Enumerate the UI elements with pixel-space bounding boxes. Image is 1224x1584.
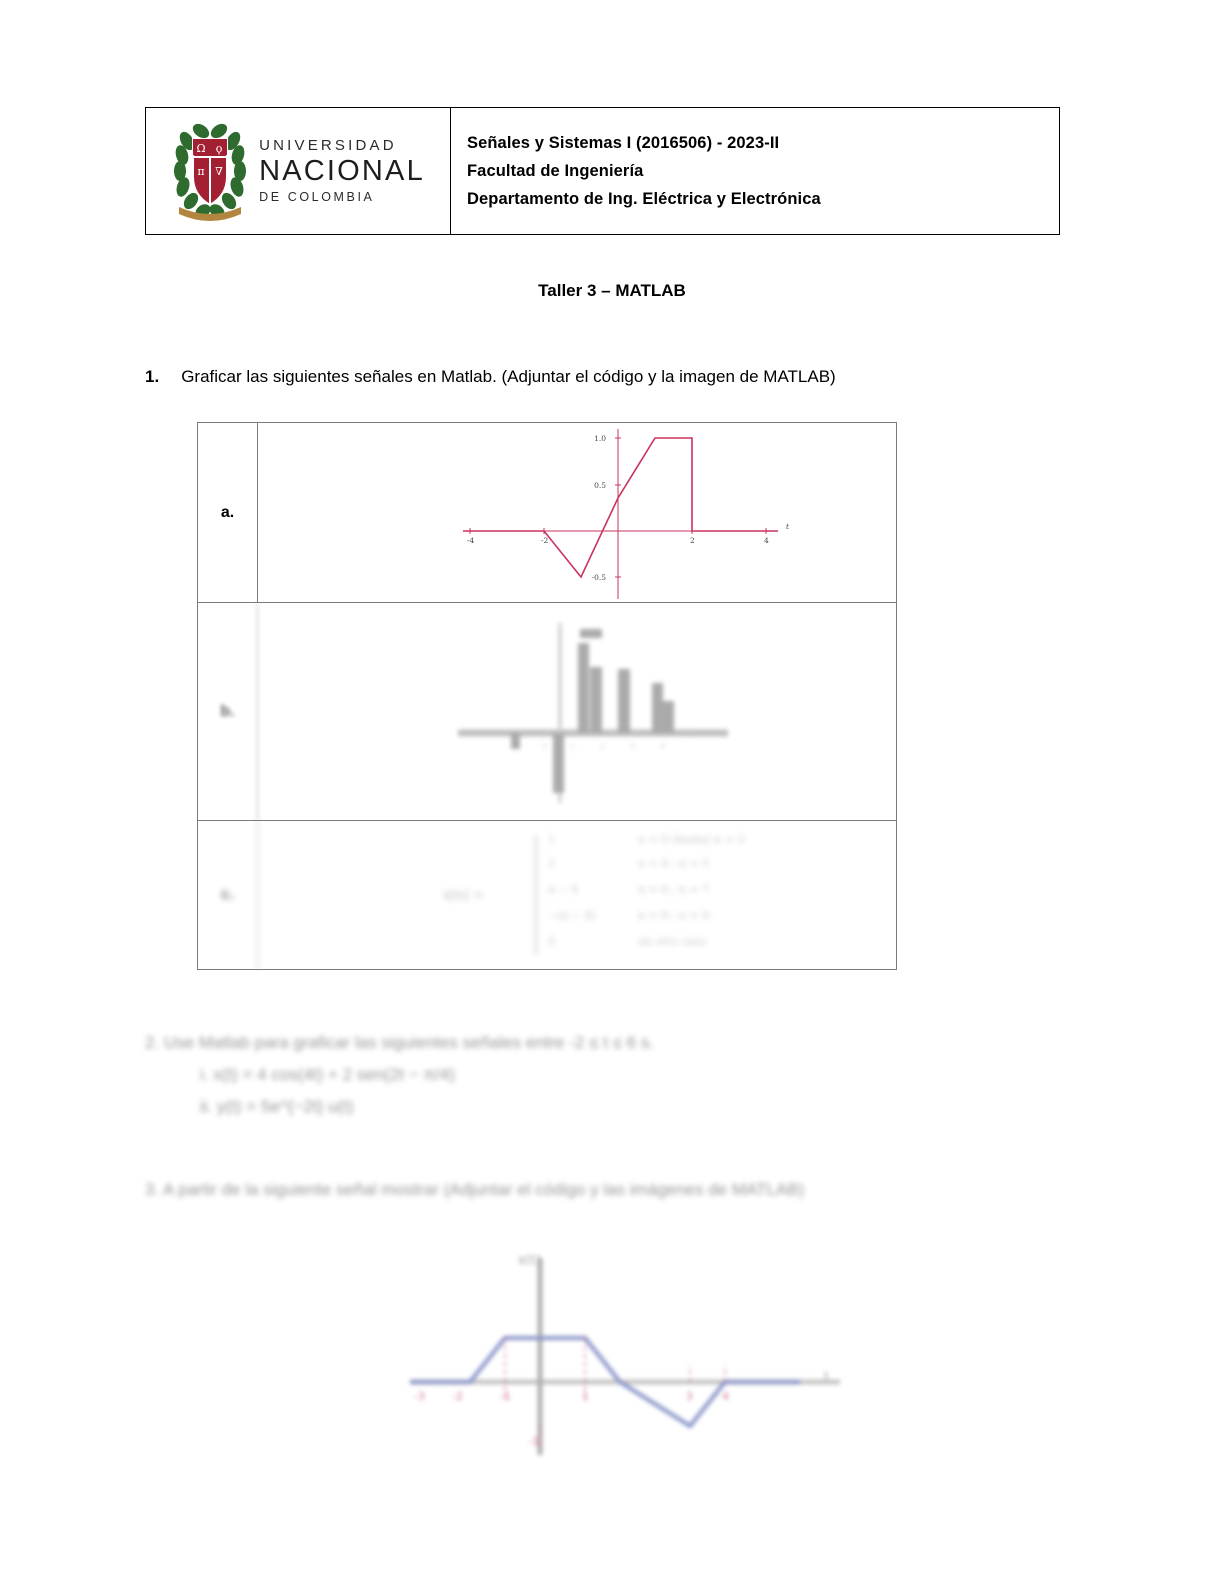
svg-text:-1: -1 [500, 1390, 511, 1403]
item-3-text: A partir de la siguiente señal mostrar (Adjuntar el código y las imágenes de MATLAB) [162, 1180, 805, 1199]
svg-text:1: 1 [548, 833, 555, 846]
item-3-heading [145, 1180, 804, 1200]
svg-text:0: 0 [548, 935, 555, 948]
chart-signal-a [258, 423, 896, 602]
svg-text:4: 4 [660, 742, 666, 751]
header-line-department: Departamento de Ing. Eléctrica y Electrónica [467, 189, 821, 208]
svg-text:Ω: Ω [196, 142, 206, 155]
table-row [198, 603, 896, 821]
svg-text:x(t): x(t) [518, 1253, 541, 1268]
svg-text:2: 2 [600, 742, 606, 751]
item-2-heading [145, 1033, 654, 1053]
svg-text:∇: ∇ [215, 165, 223, 178]
svg-text:n = 6 ; n = 7: n = 6 ; n = 7 [638, 883, 710, 896]
svg-text:1.0: 1.0 [594, 434, 606, 443]
signals-table [197, 422, 897, 970]
item-1-text: Graficar las siguientes señales en Matlab. (Adjuntar el código y la imagen de MATLAB) [181, 367, 836, 386]
header-table [145, 107, 1060, 235]
item-2-sub-i: i. x(t) = 4 cos(4t) + 2 sen(2t − π/4) [200, 1065, 456, 1084]
item-2-number: 2. [145, 1033, 160, 1052]
item-2-text: Use Matlab para graficar las siguientes señales entre -2 ≤ t ≤ 6 s. [163, 1033, 655, 1052]
chart-signal-b [258, 603, 896, 820]
svg-text:-2: -2 [541, 536, 549, 545]
svg-text:n = 8 ; n = 9: n = 8 ; n = 9 [638, 909, 710, 922]
row-label-a: a. [198, 423, 258, 602]
university-logo [146, 108, 451, 234]
header-line-faculty: Facultad de Ingeniería [467, 161, 644, 180]
item-3 [145, 1180, 804, 1212]
svg-text:n = 0 (hasta) n = 3: n = 0 (hasta) n = 3 [638, 833, 745, 846]
svg-text:4: 4 [764, 536, 769, 545]
svg-text:1: 1 [570, 742, 576, 751]
row-label-c: c. [198, 821, 258, 969]
wordmark-universidad: UNIVERSIDAD [259, 137, 397, 155]
svg-text:-4: -4 [467, 536, 475, 545]
item-1-number: 1. [145, 367, 160, 386]
svg-text:-1: -1 [528, 1435, 539, 1448]
chart-signal-bottom [400, 1240, 870, 1490]
svg-text:1: 1 [582, 1390, 589, 1403]
table-row [198, 821, 896, 969]
item-2-sub-ii: ii. y(t) = 5e^{−2t} u(t) [200, 1097, 354, 1116]
svg-text:x[n] =: x[n] = [443, 888, 484, 903]
svg-text:n = 4 ; n = 5: n = 4 ; n = 5 [638, 857, 710, 870]
svg-text:2: 2 [548, 857, 555, 870]
item-1 [145, 367, 1065, 387]
svg-text:en otro caso: en otro caso [638, 935, 707, 948]
svg-text:-3: -3 [414, 1390, 425, 1403]
wordmark-nacional: NACIONAL [259, 155, 425, 188]
svg-text:-1: -1 [540, 742, 548, 751]
item-2 [145, 1033, 654, 1129]
svg-text:4: 4 [722, 1390, 729, 1403]
svg-text:0.5: 0.5 [594, 481, 606, 490]
university-wordmark [259, 138, 425, 204]
svg-text:n − 4: n − 4 [548, 883, 579, 896]
svg-text:-2: -2 [452, 1390, 463, 1403]
svg-text:3: 3 [630, 742, 636, 751]
crest-icon [171, 115, 249, 227]
row-label-b: b. [198, 603, 258, 820]
svg-text:n: n [682, 726, 688, 735]
svg-text:-0.5: -0.5 [591, 573, 606, 582]
svg-text:π: π [197, 165, 205, 178]
wordmark-de-colombia: DE COLOMBIA [259, 190, 375, 205]
svg-text:3: 3 [686, 1390, 693, 1403]
svg-text:t: t [786, 522, 790, 531]
item-3-number: 3. [145, 1180, 160, 1199]
svg-text:−(n − 8): −(n − 8) [548, 909, 597, 922]
svg-text:ϙ: ϙ [215, 142, 223, 155]
chart-signal-c [258, 821, 896, 969]
svg-text:2: 2 [690, 536, 695, 545]
table-row [198, 423, 896, 603]
page-title: Taller 3 – MATLAB [538, 281, 686, 300]
svg-text:t: t [824, 1369, 829, 1383]
header-course-info [451, 108, 1059, 234]
header-line-course: Señales y Sistemas I (2016506) - 2023-II [467, 133, 780, 152]
